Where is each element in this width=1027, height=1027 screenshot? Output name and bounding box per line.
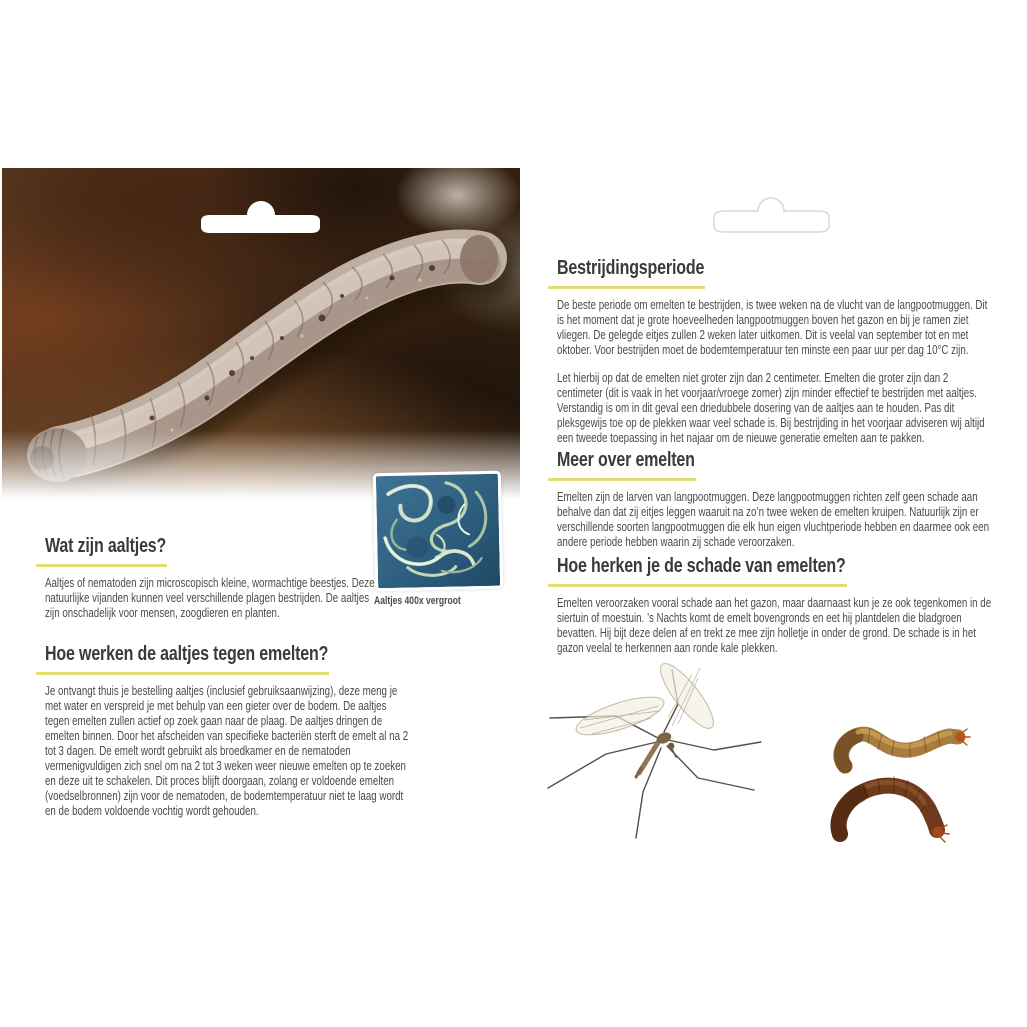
emelten-larvae-photo	[822, 706, 972, 851]
section-wat-zijn-aaltjes	[45, 534, 385, 621]
aaltjes-microscope-photo	[373, 471, 503, 592]
section-heading: Meer over emelten	[557, 449, 695, 471]
section-heading: Bestrijdingsperiode	[557, 257, 705, 279]
section-hoe-werken-aaltjes	[45, 642, 413, 819]
heading-underline	[36, 564, 167, 567]
section-paragraph: Aaltjes of nematoden zijn microscopisch kleine, wormachtige beestjes. Deze natuurlijke vijanden kunnen veel verschillende plagen bestrijden. De aaltjes zijn onschadelijk voor mensen, zoogdieren en planten.	[45, 575, 375, 620]
thumbnail-caption: Aaltjes 400x vergroot	[374, 595, 461, 607]
section-paragraph: Je ontvangt thuis je bestelling aaltjes (inclusief gebruiksaanwijzing), deze meng je met water en verspreid je met behulp van een gieter over de bodem. De aaltjes tegen emelten zullen actief op zoek gaan naar de plaag. De aaltjes dringen de emelten binnen. Door het afscheiden van specifieke bacteriën sterft de emelt al na 2 tot 3 dagen. De emelt wordt gebruikt als broedkamer en de nematoden vermenigvuldigen zich snel om na 2 tot 3 weken weer nieuwe emelten op te zoeken en deze uit te schakelen. Dit proces blijft doorgaan, zolang er voldoende emelten (voedselbronnen) zijn voor de nematoden, de bodemtemperatuur niet te laag wordt en de bodem voldoende vochtig wordt gehouden.	[45, 683, 409, 818]
section-paragraph: Emelten veroorzaken vooral schade aan het gazon, maar daarnaast kun je ze ook tegenkomen in de siertuin of moestuin. ’s Nachts komt de emelt bovengronds en eet hij plantdelen die bladgroen bevatten. Hij bijt deze delen af en trekt ze mee zijn holletje in onder de grond. De schade is in het gazon veelal te herkennen aan ronde kale plekken.	[557, 595, 992, 655]
crane-fly-photo	[540, 656, 765, 856]
section-paragraph: De beste periode om emelten te bestrijden, is twee weken na de vlucht van de langpootmuggen. Dit is het moment dat je grote hoeveelheden langpootmuggen boven het gazon en bij je ramen ziet vliegen. De gelegde eitjes zullen 2 weken later uitkomen. Dit is veelal van september tot en met oktober. Voor bestrijden moet de bodemtemperatuur ten minste een paar uur per dag 10°C zijn.	[557, 297, 988, 357]
emelt-macro-photo	[2, 168, 520, 508]
section-heading: Wat zijn aaltjes?	[45, 535, 167, 557]
heading-underline	[36, 672, 329, 675]
section-paragraph: Let hierbij op dat de emelten niet groter zijn dan 2 centimeter. Emelten die groter zijn dan 2 centimeter (dit is vaak in het voorjaar/vroege zomer) zijn minder effectief te bestrijden met aaltjes. Verstandig is om in dit geval een driedubbele dosering van de aaltjes aan te houden. Pas dit pleksgewijs toe op de plekken waar veel schade is. Bij bestrijding in het voorjaar adviseren wij altijd een tweede toepassing in het najaar om de nieuwe generatie emelten aan te pakken.	[557, 370, 985, 445]
section-heading: Hoe herken je de schade van emelten?	[557, 555, 846, 577]
hang-tab-cutout	[201, 201, 320, 233]
hang-tab-outline	[704, 190, 838, 242]
section-heading: Hoe werken de aaltjes tegen emelten?	[45, 643, 329, 665]
nematodes-art	[376, 474, 500, 589]
section-bestrijdingsperiode	[557, 256, 995, 446]
heading-underline	[548, 478, 696, 481]
section-paragraph: Emelten zijn de larven van langpootmuggen. Deze langpootmuggen richten zelf geen schade aan behalve dan dat zij eitjes leggen waaruit na zo’n twee weken de emelten kruipen. Natuurlijk zijn er verschillende soorten langpootmuggen die elk hun eigen vluchtperiode hebben en daarmee ook een andere periode hebben waarin zij schade veroorzaken.	[557, 489, 990, 549]
section-schade-herkennen	[557, 554, 995, 656]
aaltjes-thumbnail-block	[374, 472, 504, 607]
section-meer-over-emelten	[557, 448, 995, 550]
heading-underline	[548, 286, 705, 289]
heading-underline	[548, 584, 847, 587]
